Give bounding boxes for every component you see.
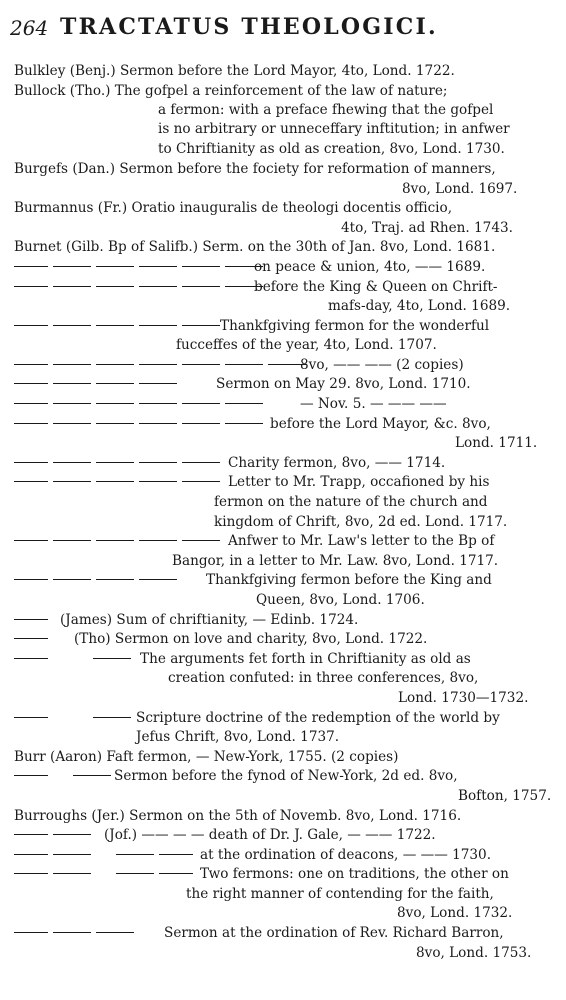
ditto-rules [14,317,225,335]
entry-line: Two fermons: one on traditions, the other on [200,866,509,882]
entry-line: Thankfgiving fermon before the King and [206,572,492,588]
entry-line: at the ordination of deacons, — —— 1730. [200,847,492,863]
entry-line: Burgefs (Dan.) Sermon before the fociety for reformation of manners, [14,161,496,177]
entry-line: Lond. 1711. [455,435,538,451]
ditto-rules [14,395,268,413]
ditto-rules [14,356,311,374]
entry-line: Bulkley (Benj.) Sermon before the Lord Mayor, 4to, Lond. 1722. [14,63,455,79]
ditto-rules [14,415,268,433]
entry-line: The arguments fet forth in Chriftianity as old as [140,651,471,667]
entry-line: Scripture doctrine of the redemption of the world by [136,710,500,726]
entry-line: Burnet (Gilb. Bp of Salifb.) Serm. on the 30th of Jan. 8vo, Lond. 1681. [14,239,496,255]
ditto-rules [14,924,139,942]
ditto-rules [14,278,268,296]
ditto-rules [14,767,116,785]
entry-line: Bangor, in a letter to Mr. Law. 8vo, Lond. 1717. [172,553,499,569]
entry-line: Charity fermon, 8vo, —— 1714. [228,455,446,471]
entry-line: 8vo, Lond. 1697. [402,181,518,197]
ditto-rules [14,630,53,648]
entry-line: — Nov. 5. — —— —— [300,396,447,412]
ditto-rules [14,826,96,844]
entry-line: is no arbitrary or unneceffary inftitution; in anfwer [158,121,510,137]
ditto-rules [14,454,225,472]
entry-line: 8vo, Lond. 1753. [416,945,532,961]
entry-line: creation confuted: in three conferences, 8vo, [168,670,479,686]
entry-line: Queen, 8vo, Lond. 1706. [256,592,425,608]
entry-line: 8vo, Lond. 1732. [397,905,513,921]
entry-line: Burroughs (Jer.) Sermon on the 5th of Novemb. 8vo, Lond. 1716. [14,808,462,824]
entry-line: kingdom of Chrift, 8vo, 2d ed. Lond. 1717. [214,514,508,530]
entry-line: Jefus Chrift, 8vo, Lond. 1737. [136,729,340,745]
entry-line: Lond. 1730—1732. [398,690,529,706]
ditto-rules [14,846,198,864]
entry-line: Letter to Mr. Trapp, occafioned by his [228,474,490,490]
entry-line: before the King & Queen on Chrift- [254,279,498,295]
entry-line: on peace & union, 4to, —— 1689. [254,259,486,275]
entry-line: before the Lord Mayor, &c. 8vo, [270,416,491,432]
ditto-rules [14,375,182,393]
entry-line: to Chriftianity as old as creation, 8vo, Lond. 1730. [158,141,505,157]
ditto-rules [14,611,53,629]
entry-line: Sermon before the fynod of New-York, 2d ed. 8vo, [114,768,458,784]
entry-line: Thankfgiving fermon for the wonderful [220,318,490,334]
entry-line: fucceffes of the year, 4to, Lond. 1707. [176,337,437,353]
ditto-rules [14,571,182,589]
entry-line: Bofton, 1757. [458,788,552,804]
entry-line: 4to, Traj. ad Rhen. 1743. [341,220,513,236]
entry-line: mafs-day, 4to, Lond. 1689. [328,298,511,314]
page-number: 264 [10,16,49,40]
ditto-rules [14,709,136,727]
entry-line: a fermon: with a preface fhewing that the gofpel [158,102,494,118]
entry-line: Bullock (Tho.) The gofpel a reinforcement of the law of nature; [14,83,448,99]
ditto-rules [14,532,225,550]
ditto-rules [14,473,225,491]
running-title: TRACTATUS THEOLOGICI. [60,14,438,40]
entry-line: Burr (Aaron) Faft fermon, — New-York, 1755. (2 copies) [14,749,399,765]
entry-line: (Tho) Sermon on love and charity, 8vo, Lond. 1722. [74,631,428,647]
entry-line: Anfwer to Mr. Law's letter to the Bp of [228,533,495,549]
entry-line: (James) Sum of chriftianity, — Edinb. 1724. [60,612,359,628]
entry-line: Burmannus (Fr.) Oratio inauguralis de theologi docentis officio, [14,200,453,216]
ditto-rules [14,865,198,883]
ditto-rules [14,258,268,276]
entry-line: Sermon at the ordination of Rev. Richard Barron, [164,925,504,941]
entry-line: fermon on the nature of the church and [214,494,488,510]
entry-line: (Jof.) —— — — death of Dr. J. Gale, — —— 1722. [104,827,436,843]
ditto-rules [14,650,136,668]
entry-line: the right manner of contending for the faith, [186,886,494,902]
entry-line: 8vo, —— —— (2 copies) [300,357,464,373]
entry-line: Sermon on May 29. 8vo, Lond. 1710. [216,376,471,392]
